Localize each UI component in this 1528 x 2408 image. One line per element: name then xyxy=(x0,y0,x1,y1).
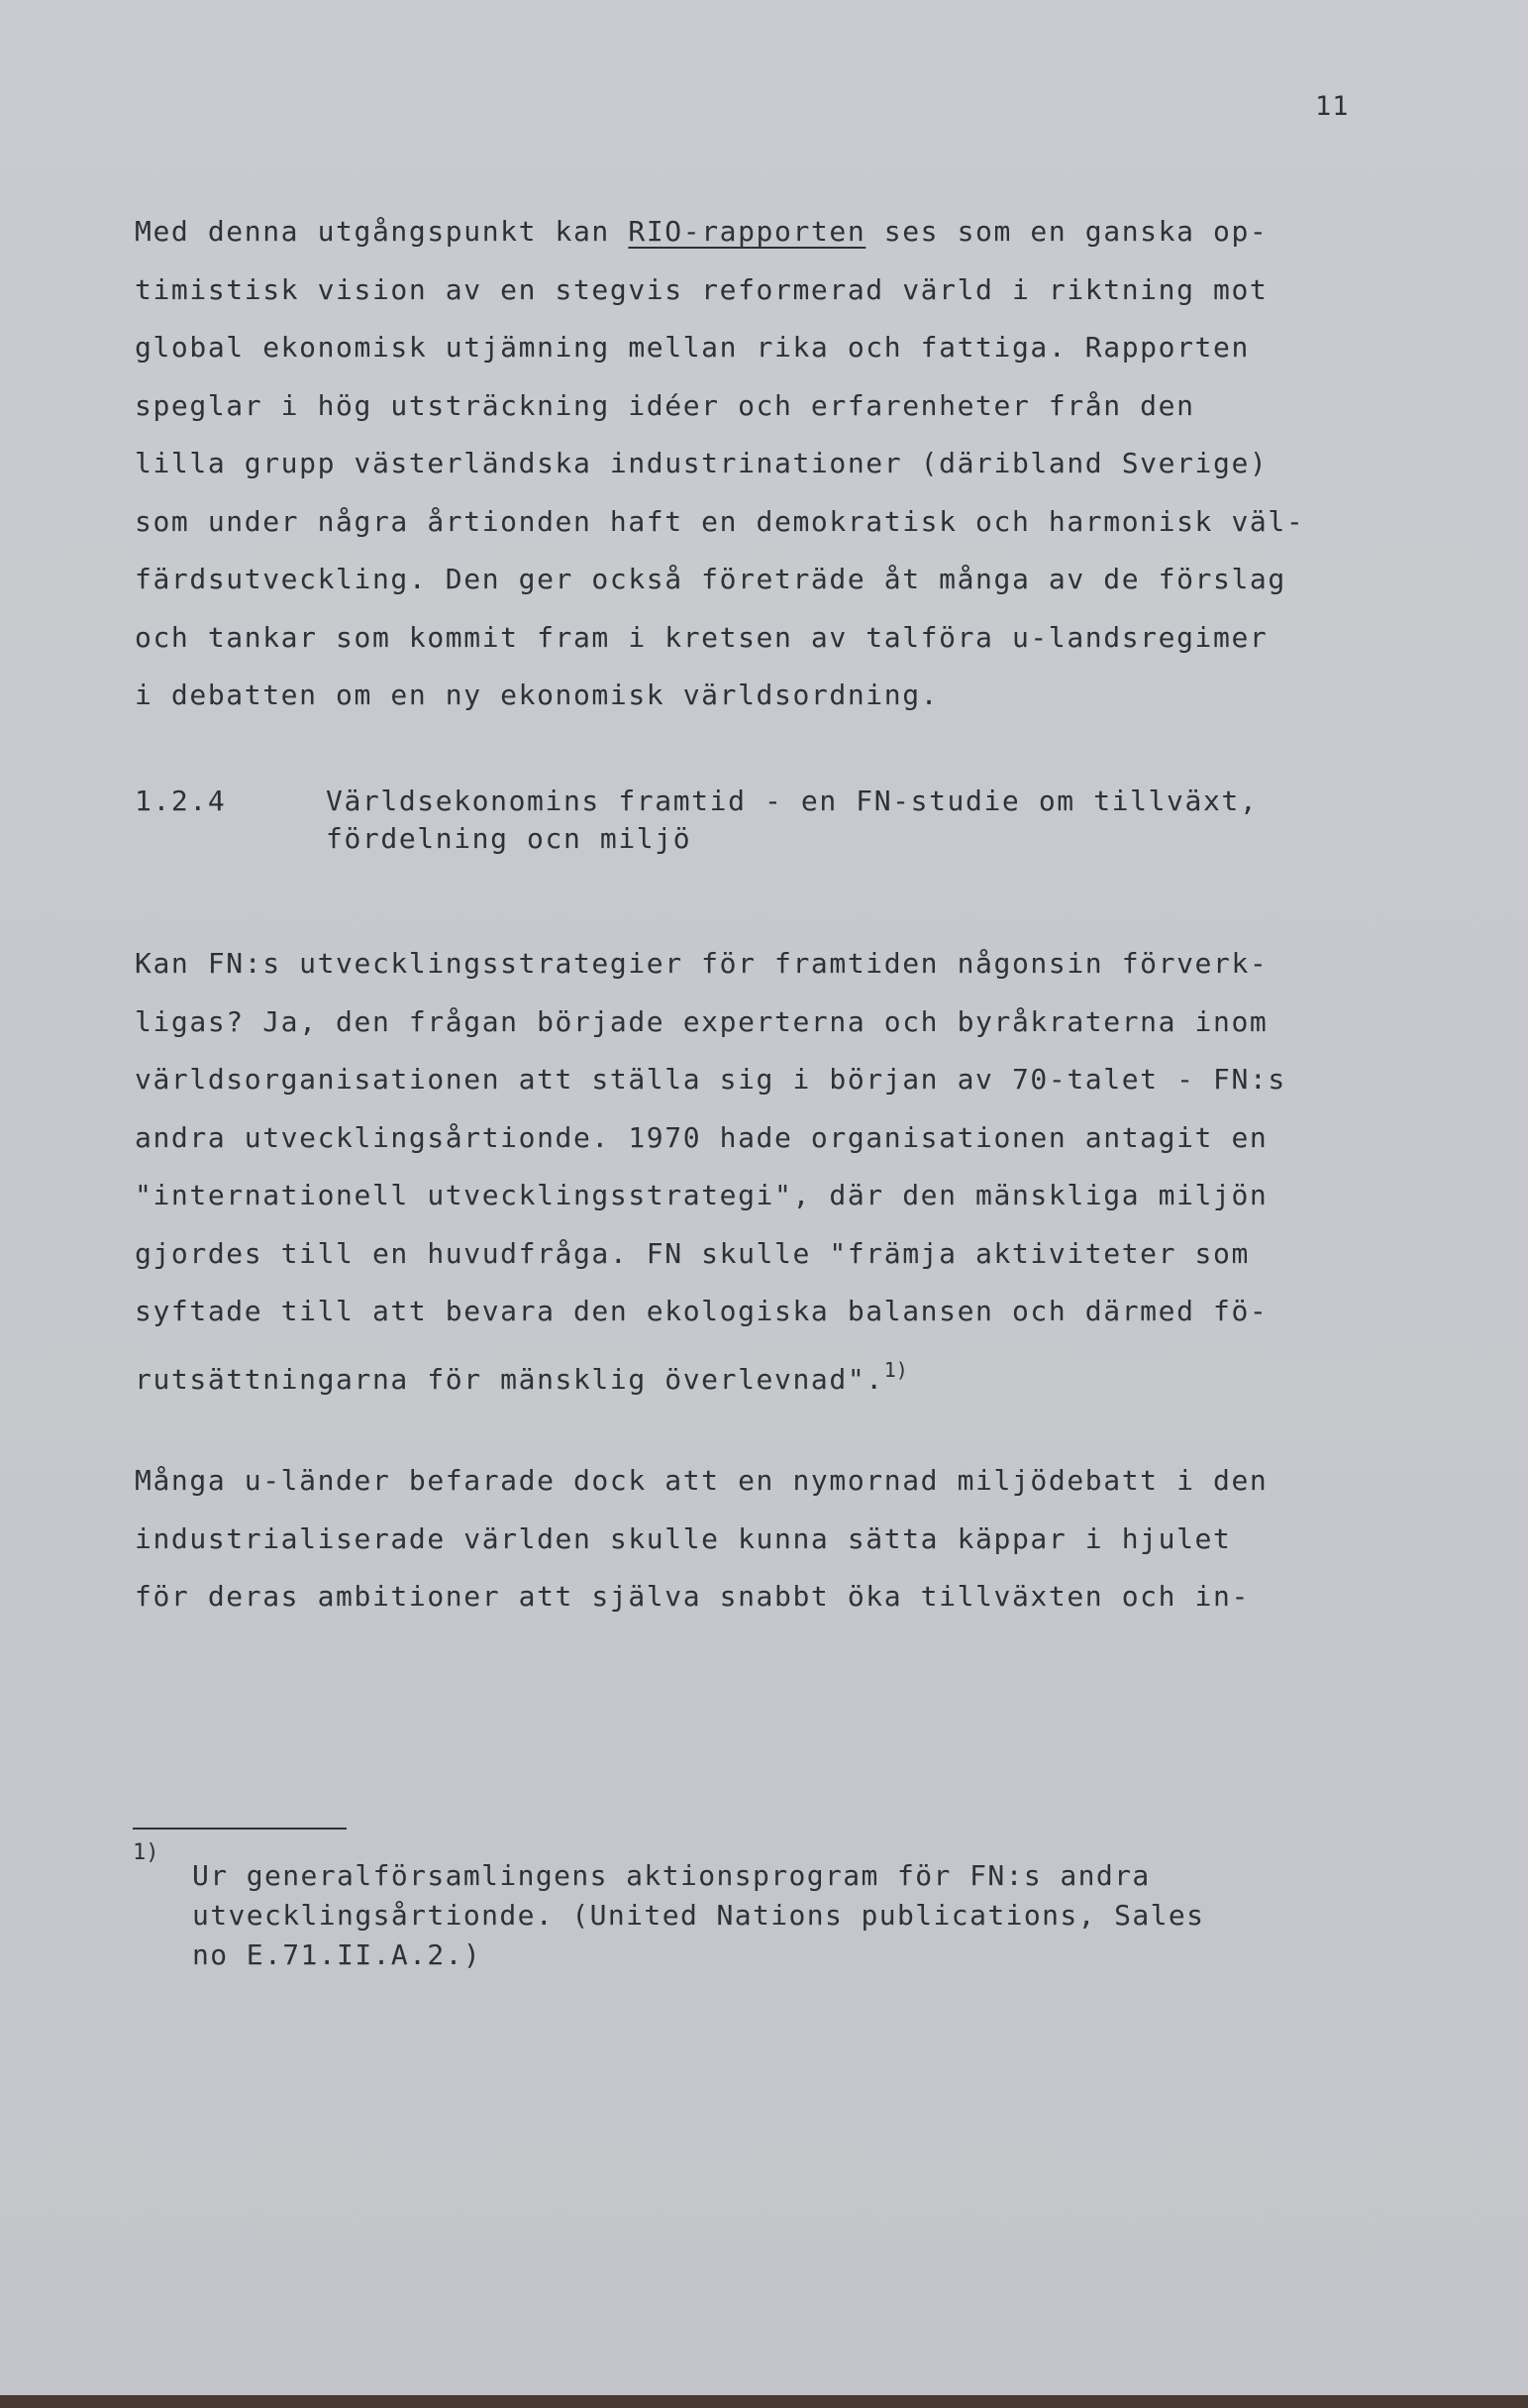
paragraph-rio-report xyxy=(135,203,1363,725)
text-line: speglar i hög utsträckning idéer och erfarenheter från den xyxy=(135,388,1195,422)
text-line: lilla grupp västerländska industrinationer (däribland Sverige) xyxy=(135,447,1269,479)
text-line: Många u-länder befarade dock att en nymornad miljödebatt i den xyxy=(135,1464,1269,1497)
section-title-line: fördelning ocn miljö xyxy=(326,822,692,855)
section-number: 1.2.4 xyxy=(135,785,227,817)
footnote xyxy=(192,1856,1204,1975)
text-line: "internationell utvecklingsstrategi", där den mänskliga miljön xyxy=(135,1179,1269,1211)
text-line: Kan FN:s utvecklingsstrategier för framtiden någonsin förverk- xyxy=(135,947,1269,980)
text-line: gjordes till en huvudfråga. FN skulle "främja aktiviteter som xyxy=(135,1236,1250,1270)
page-number: 11 xyxy=(1315,91,1350,122)
text-line: och tankar som kommit fram i kretsen av talföra u-landsregimer xyxy=(135,620,1269,654)
paragraph-un-strategies xyxy=(135,935,1363,1409)
text-line: som under några årtionden haft en demokratisk och harmonisk väl- xyxy=(135,504,1305,538)
section-title xyxy=(326,783,1415,858)
footnote-line: no E.71.II.A.2.) xyxy=(192,1938,482,1971)
text-line: ligas? Ja, den frågan började experterna och byråkraterna inom xyxy=(135,1004,1269,1038)
text-line: industrialiserade världen skulle kunna sätta käppar i hjulet xyxy=(135,1521,1232,1555)
text-line: timistisk vision av en stegvis reformerad värld i riktning mot xyxy=(135,272,1269,306)
text-line: rutsättningarna för mänsklig överlevnad".$^{1)}$ xyxy=(135,1357,908,1396)
footnote-line: Ur generalförsamlingens aktionsprogram för FN:s andra xyxy=(192,1859,1151,1892)
paragraph-developing-countries xyxy=(135,1452,1363,1626)
text-line: andra utvecklingsårtionde. 1970 hade organisationen antagit en xyxy=(135,1120,1269,1154)
footnote-divider xyxy=(133,1828,347,1830)
text-line: färdsutveckling. Den ger också företräde åt många av de förslag xyxy=(135,563,1286,595)
underlined-term: RIO-rapporten xyxy=(628,215,866,248)
footnote-reference[interactable]: 1) xyxy=(883,1357,908,1382)
text-line: i debatten om en ny ekonomisk världsordning. xyxy=(135,679,940,711)
footnote-line: utvecklingsårtionde. (United Nations publications, Sales xyxy=(192,1899,1205,1932)
text-line: syftade till att bevara den ekologiska balansen och därmed fö- xyxy=(135,1295,1269,1327)
text-line: global ekonomisk utjämning mellan rika och fattiga. Rapporten xyxy=(135,331,1250,364)
section-title-line: Världsekonomins framtid - en FN-studie om tillväxt, xyxy=(326,785,1259,817)
footnote-marker: 1) xyxy=(133,1840,159,1865)
text-line: Med denna utgångspunkt kan RIO-rapporten ses som en ganska op- xyxy=(135,215,1269,248)
text-line: för deras ambitioner att själva snabbt öka tillväxten och in- xyxy=(135,1580,1250,1613)
text-line: världsorganisationen att ställa sig i början av 70-talet - FN:s xyxy=(135,1063,1286,1096)
